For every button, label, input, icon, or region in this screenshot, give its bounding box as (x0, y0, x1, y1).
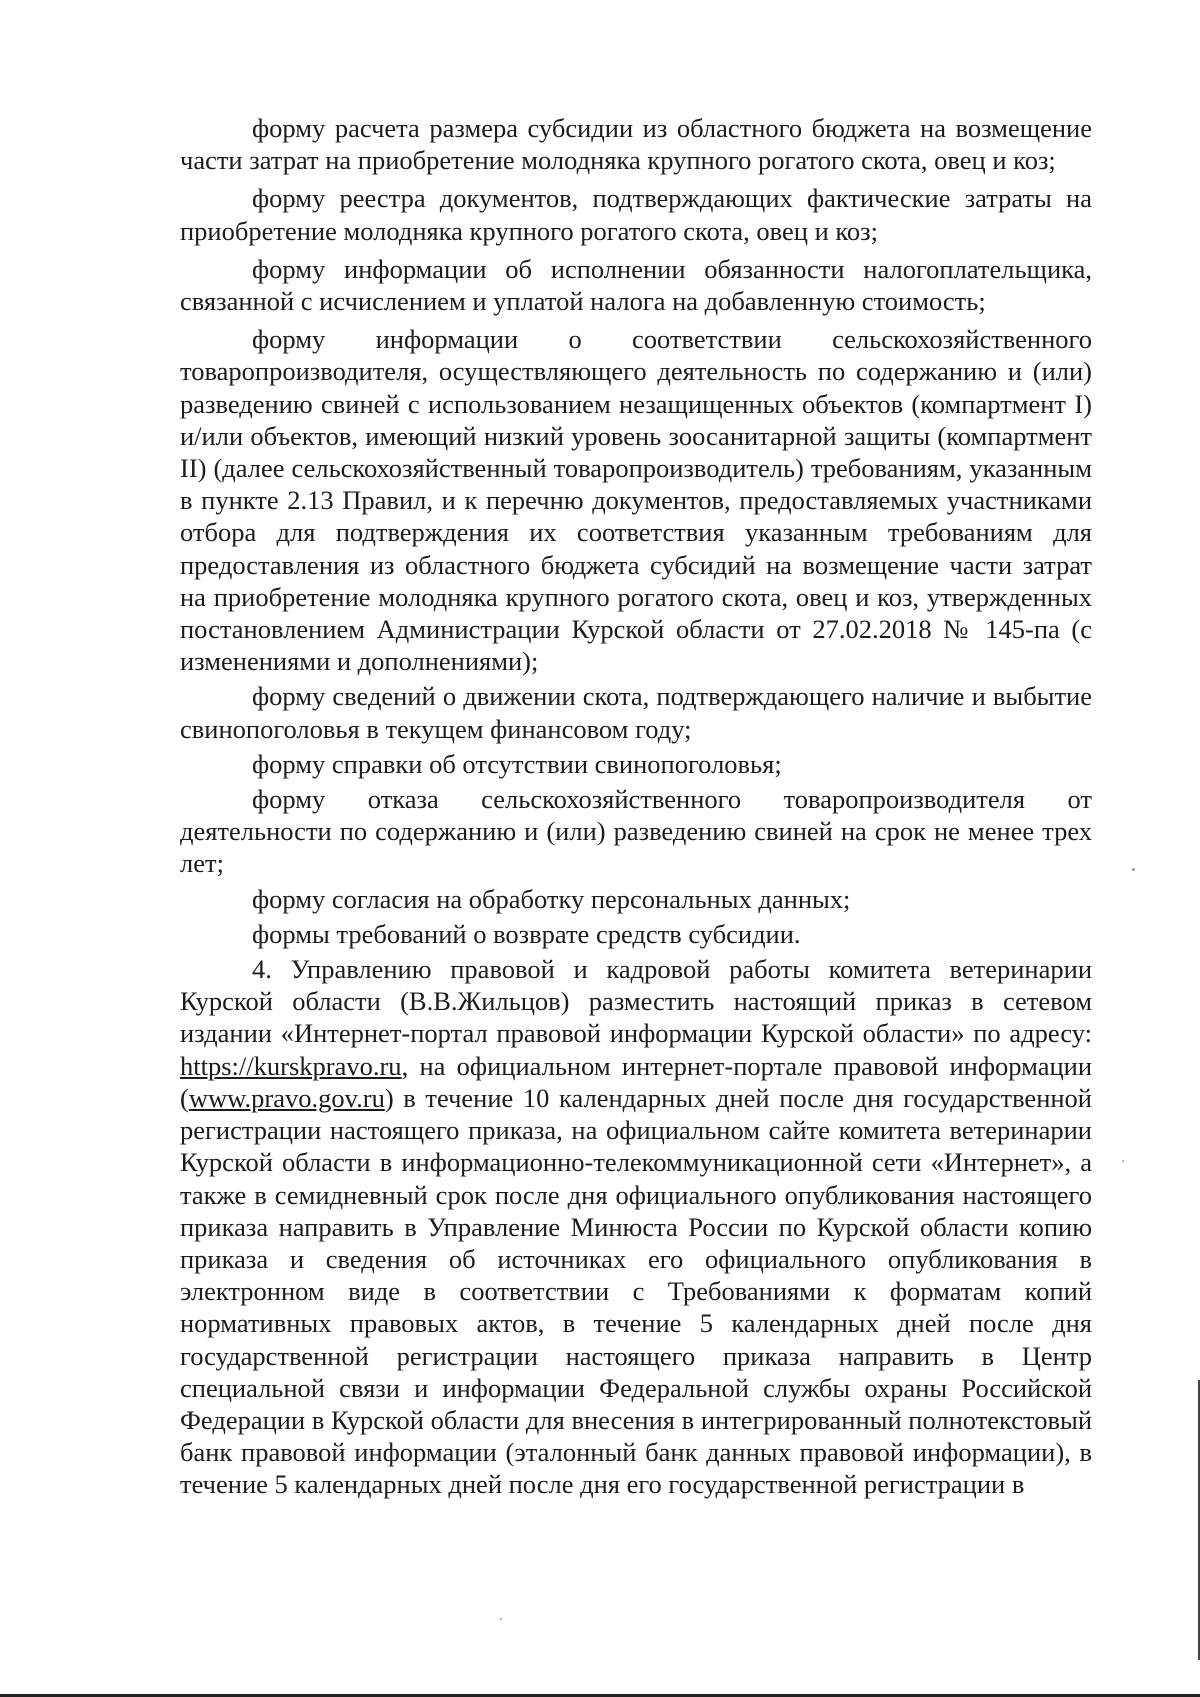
paragraph-form-refund: формы требований о возврате средств субсидии. (252, 918, 801, 949)
paragraph-form-refusal: форму отказа сельскохозяйственного товаропроизводителя от деятельности по содержанию и (или) разведению свиней на срок не менее трех лет; (180, 784, 1092, 879)
scan-speck (1132, 868, 1135, 871)
paragraph-form-subsidy-calc: форму расчета размера субсидии из областного бюджета на возмещение части затрат на приобретение молодняка крупного рогатого скота, овец и коз; (180, 113, 1092, 176)
paragraph-item-4 (180, 953, 1092, 1500)
item4-text-part3: ) в течение 10 календарных дней после дня государственной регистрации настоящего приказа, на официальном сайте комитета ветеринарии Курской области в информационно-телекоммуникационной сети «Интернет», а также в семидневный срок после дня официального опубликования настоящего приказа направить в Управление Минюста России по Курской области копию приказа и сведения об источниках его официального опубликования в электронном виде в соответствии с Требованиями к форматам копий нормативных правовых актов, в течение 5 календарных дней после дня государственной регистрации настоящего приказа направить в Центр специальной связи и информации Федеральной службы охраны Российской Федерации в Курской области для внесения в интегрированный полнотекстовый банк правовой информации (эталонный банк данных правовой информации), в течение 5 календарных дней после дня его государственной регистрации в (180, 1082, 1092, 1500)
item4-text-part2: , на официальном интернет-портале правовой информации ( (180, 1050, 1092, 1113)
document-body (180, 112, 1092, 1501)
paragraph-form-registry: форму реестра документов, подтверждающих фактические затраты на приобретение молодняка крупного рогатого скота, овец и коз; (180, 183, 1092, 246)
scan-speck (500, 1618, 502, 1620)
scan-speck (1122, 1160, 1124, 1162)
paragraph-form-consent: форму согласия на обработку персональных данных; (252, 883, 851, 914)
paragraph-form-tax-info: форму информации об исполнении обязанности налогоплательщика, связанной с исчислением и уплатой налога на добавленную стоимость; (180, 253, 1092, 317)
pravo-gov-link[interactable]: www.pravo.gov.ru (188, 1082, 385, 1113)
paragraph-form-no-pigs: форму справки об отсутствии свинопоголовья; (252, 748, 782, 779)
kurskpravo-link[interactable]: https://kurskpravo.ru (180, 1050, 402, 1081)
item4-text-part1: 4. Управлению правовой и кадровой работы комитета ветеринарии Курской области (В.В.Жильцов) разместить настоящий приказ в сетевом издании «Интернет-портал правовой информации Курской области» по адресу: (180, 954, 1092, 1049)
paragraph-form-compliance-info: форму информации о соответствии сельскохозяйственного товаропроизводителя, осуществляющего деятельность по содержанию и (или) разведению свиней с использованием незащищенных объектов (компартмент I) и/или объектов, имеющий низкий уровень зоосанитарной защиты (компартмент II) (далее сельскохозяйственный товаропроизводитель) требованиям, указанным в пункте 2.13 Правил, и к перечню документов, предоставляемых участниками отбора для подтверждения их соответствия указанным требованиям для предоставления из областного бюджета субсидий на возмещение части затрат на приобретение молодняка крупного рогатого скота, овец и коз, утвержденных постановлением Администрации Курской области от 27.02.2018 № 145-па (с изменениями и дополнениями); (180, 324, 1092, 677)
paragraph-form-livestock-movement: форму сведений о движении скота, подтверждающего наличие и выбытие свинопоголовья в текущем финансовом году; (180, 681, 1092, 744)
